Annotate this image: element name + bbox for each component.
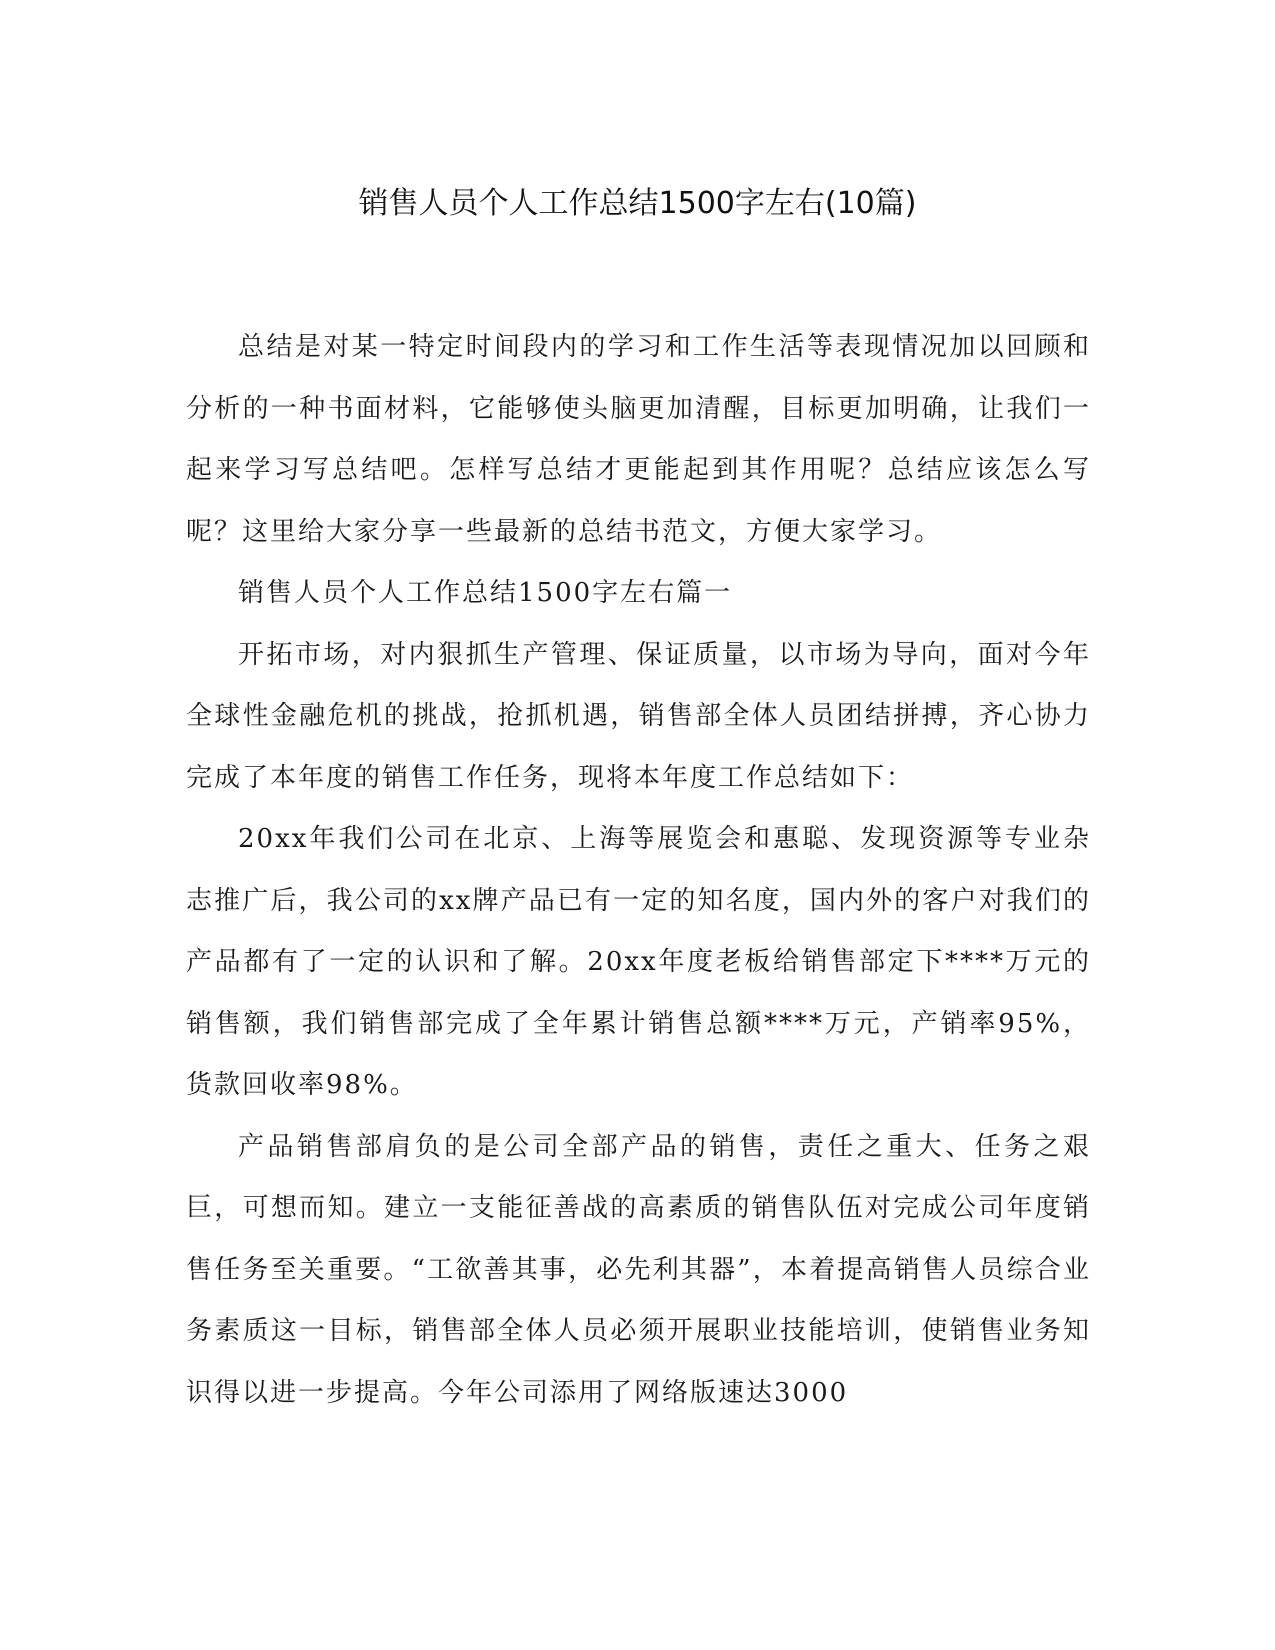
paragraph: 产品销售部肩负的是公司全部产品的销售，责任之重大、任务之艰巨，可想而知。建立一支能征善战的高素质的销售队伍对完成公司年度销售任务至关重要。“工欲善其事，必先利其器”，本着提高销售人员综合业务素质这一目标，销售部全体人员必须开展职业技能培训，使销售业务知识得以进一步提高。今年公司添用了网络版速达3000 [186,1131,1091,1408]
document-title: 销售人员个人工作总结1500字左右(10篇) [358,186,917,221]
paragraph-intro: 总结是对某一特定时间段内的学习和工作生活等表现情况加以回顾和分析的一种书面材料，它能够使头脑更加清醒，目标更加明确，让我们一起来学习写总结吧。怎样写总结才更能起到其作用呢？总结应该怎么写呢？这里给大家分享一些最新的总结书范文，方便大家学习。 [186,332,1091,547]
paragraph: 20xx年我们公司在北京、上海等展览会和惠聪、发现资源等专业杂志推广后，我公司的xx牌产品已有一定的知名度，国内外的客户对我们的产品都有了一定的认识和了解。20xx年度老板给销售部定下****万元的销售额，我们销售部完成了全年累计销售总额****万元，产销率95%，货款回收率98%。 [186,824,1091,1100]
document-body [186,317,1091,1424]
section-heading: 销售人员个人工作总结1500字左右篇一 [238,578,733,608]
paragraph: 开拓市场，对内狠抓生产管理、保证质量，以市场为导向，面对今年全球性金融危机的挑战，抢抓机遇，销售部全体人员团结拼搏，齐心协力完成了本年度的销售工作任务，现将本年度工作总结如下： [186,639,1091,793]
